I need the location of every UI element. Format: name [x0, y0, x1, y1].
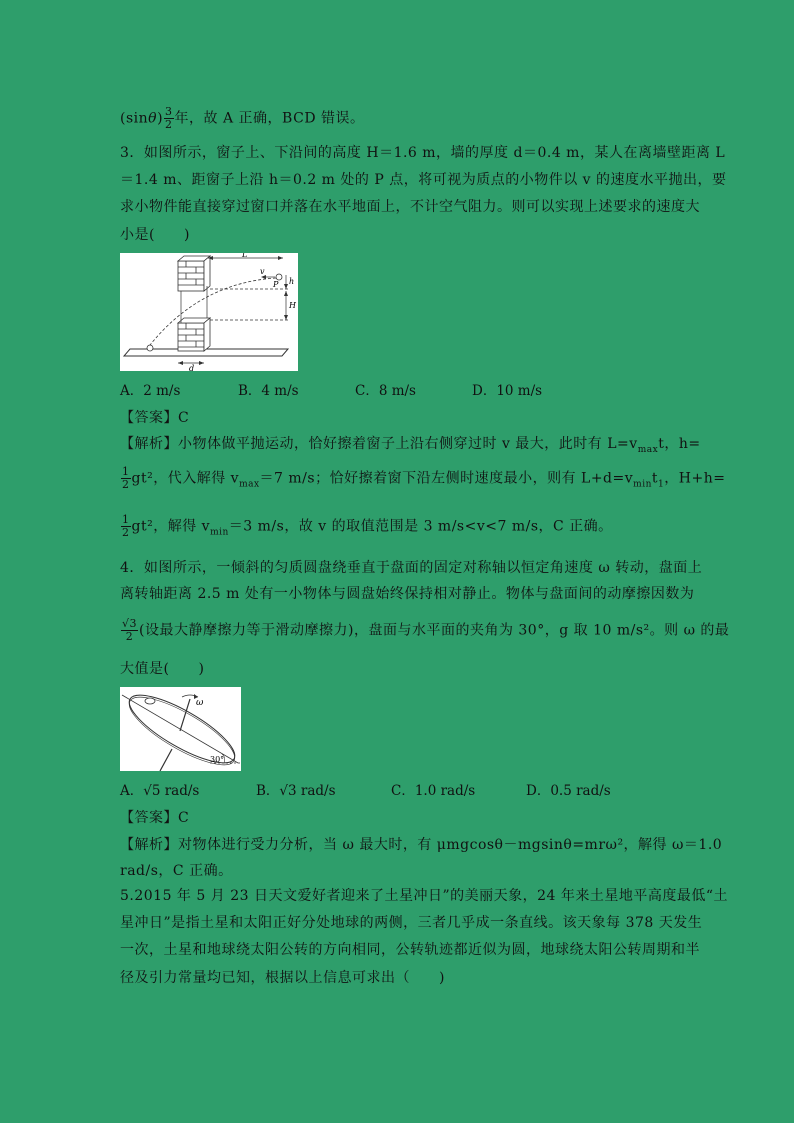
q4-line-2: 离转轴距离 2.5 m 处有一小物体与圆盘始终保持相对静止。物体与盘面间的动摩擦因数为 — [120, 586, 695, 602]
q2-tail-line — [120, 106, 365, 131]
q3-analysis-text-1: 【解析】小物体做平抛运动，恰好擦着窗子上沿右侧穿过时 v 最大，此时有 L=v — [120, 436, 638, 452]
q3-analysis-tail-1: t，h= — [658, 436, 701, 452]
q4-analysis-line-2: rad/s，C 正确。 — [120, 863, 233, 879]
q3-line-1: 3．如图所示，窗子上、下沿间的高度 H＝1.6 m，墙的厚度 d＝0.4 m，某人在离墙壁距离 L — [120, 145, 726, 161]
q4-option-a: A．√5 rad/s — [120, 783, 200, 799]
label-P: P — [273, 280, 279, 289]
q2-fraction — [164, 106, 174, 131]
q3-analysis-2d: ，H+h= — [664, 470, 726, 487]
q3-option-d: D．10 m/s — [472, 383, 543, 399]
q3-answer: 【答案】C — [120, 410, 190, 426]
q3-sub-max-1: max — [637, 444, 659, 455]
q3-analysis-line-3 — [120, 514, 613, 542]
q3-sub-max-2: max — [239, 479, 260, 490]
sqrt3-den: 2 — [125, 630, 134, 643]
q3-analysis-2b: ＝7 m/s；恰好擦着窗下沿左侧时速度最小，则有 L+d=v — [259, 470, 634, 487]
label-L: L — [242, 253, 248, 259]
q3-analysis-2c: t — [651, 470, 659, 487]
q3-line-2: ＝1.4 m、距窗子上沿 h＝0.2 m 处的 P 点，将可视为质点的小物件以 v 的速度水平抛出，要 — [120, 172, 727, 188]
q5-line-1: 5.2015 年 5 月 23 日天文爱好者迎来了土星冲日”的美丽天象，24 年来土星地平高度最低“土 — [120, 888, 729, 904]
q3-sub-1: 1 — [658, 479, 665, 490]
q3-half-2 — [121, 514, 131, 539]
q2-frac-num: 3 — [165, 105, 173, 118]
q5-line-2: 星冲日”是指土星和太阳正好分处地球的两侧，三者几乎成一条直线。该天象每 378 天发生 — [120, 915, 703, 931]
q4-line-4: 大值是( ) — [120, 661, 205, 677]
q4-option-c: C．1.0 rad/s — [391, 783, 476, 799]
q2-frac-den: 2 — [165, 118, 173, 131]
half-den: 2 — [122, 478, 130, 491]
q3-sub-min-1: min — [633, 479, 652, 490]
sqrt3-num: √3 — [122, 617, 138, 630]
q3-window-diagram — [120, 253, 298, 371]
q2-paren: ) — [157, 110, 164, 127]
q4-analysis-line-1: 【解析】对物体进行受力分析，当 ω 最大时，有 μmgcosθ－mgsinθ=mrω²，解得 ω＝1.0 — [120, 837, 723, 853]
q4-line-3 — [120, 618, 729, 643]
q5-line-3: 一次，土星和地球绕太阳公转的方向相同，公转轨迹都近似为圆，地球绕太阳公转周期和半 — [120, 942, 700, 958]
q4-option-d: D．0.5 rad/s — [526, 783, 611, 799]
q3-sub-min-2: min — [210, 527, 229, 538]
q3-line-4: 小是( ) — [120, 227, 190, 243]
label-H: H — [289, 301, 296, 310]
q3-option-c: C．8 m/s — [355, 383, 416, 399]
q3-analysis-3b: ＝3 m/s，故 v 的取值范围是 3 m/s<v<7 m/s，C 正确。 — [228, 518, 613, 535]
q3-analysis-line-2 — [120, 466, 725, 494]
q4-answer: 【答案】C — [120, 810, 190, 826]
q3-option-b: B．4 m/s — [238, 383, 299, 399]
q3-analysis-3a: gt²，解得 v — [131, 518, 211, 535]
q3-line-3: 求小物件能直接穿过窗口并落在水平地面上，不计空气阻力。则可以实现上述要求的速度大 — [120, 199, 700, 215]
q4-line-1: 4．如图所示，一倾斜的匀质圆盘绕垂直于盘面的固定对称轴以恒定角速度 ω 转动，盘面上 — [120, 560, 703, 576]
label-d: d — [189, 364, 195, 371]
q2-prefix: (sin — [120, 110, 149, 127]
label-h: h — [289, 277, 295, 286]
half-num-2: 1 — [122, 513, 130, 526]
q4-sqrt3-over-2 — [121, 618, 138, 643]
q3-half-1 — [121, 466, 131, 491]
q3-analysis-2a: gt²，代入解得 v — [131, 470, 240, 487]
q2-theta: θ — [148, 110, 158, 127]
q3-analysis-line-1 — [120, 434, 701, 460]
q4-option-b: B．√3 rad/s — [256, 783, 336, 799]
label-omega: ω — [196, 698, 204, 708]
q4-disk-diagram — [120, 687, 241, 771]
half-num: 1 — [122, 465, 130, 478]
half-den-2: 2 — [122, 526, 130, 539]
label-v: v — [260, 267, 265, 276]
q5-line-4: 径及引力常量均已知，根据以上信息可求出（ ) — [120, 970, 445, 986]
q3-option-a: A．2 m/s — [120, 383, 181, 399]
q4-line-3-text: (设最大静摩擦力等于滑动摩擦力)，盘面与水平面的夹角为 30°，g 取 10 m/s²。则 ω 的最 — [139, 622, 730, 639]
label-30deg: 30° — [210, 755, 225, 764]
q2-suffix: 年，故 A 正确，BCD 错误。 — [174, 110, 365, 127]
